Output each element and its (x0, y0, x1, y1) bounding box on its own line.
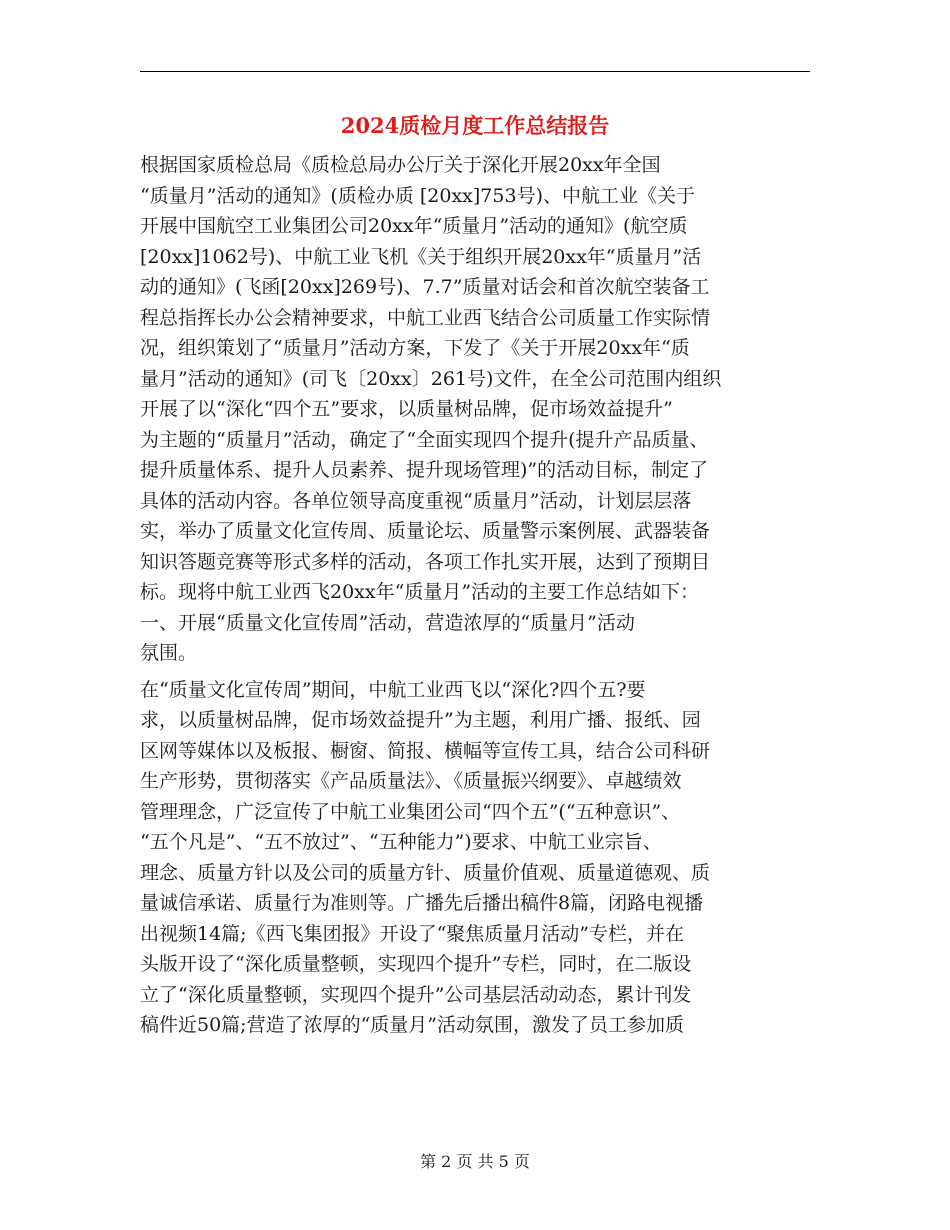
body-line: 况，组织策划了“质量月”活动方案，下发了《关于开展20xx年“质 (140, 337, 690, 359)
page-number-footer: 第 2 页 共 5 页 (420, 1152, 530, 1171)
body-line: 为主题的“质量月”活动，确定了“全面实现四个提升(提升产品质量、 (140, 428, 709, 451)
body-line: 具体的活动内容。各单位领导高度重视“质量月”活动，计划层层落 (140, 489, 692, 512)
body-line: 出视频14篇;《西飞集团报》开设了“聚焦质量月活动”专栏，并在 (140, 922, 685, 945)
body-line: 程总指挥长办公会精神要求，中航工业西飞结合公司质量工作实际情 (140, 306, 711, 329)
body-line: 一、开展“质量文化宣传周”活动，营造浓厚的“质量月”活动 (140, 611, 635, 634)
body-line: 量月”活动的通知》(司飞〔20xx〕261号)文件，在全公司范围内组织 (140, 367, 722, 390)
body-line: 理念、质量方针以及公司的质量方针、质量价值观、质量道德观、质 (140, 861, 711, 884)
body-line: 知识答题竞赛等形式多样的活动，各项工作扎实开展，达到了预期目 (140, 550, 711, 573)
body-line: 动的通知》(飞函[20xx]269号)、7.7”质量对话会和首次航空装备工 (140, 276, 710, 298)
body-line: 稿件近50篇;营造了浓厚的“质量月”活动氛围，激发了员工参加质 (140, 1014, 685, 1036)
body-line: 提升质量体系、提升人员素养、提升现场管理)”的活动目标，制定了 (140, 459, 709, 481)
body-line: 生产形势，贯彻落实《产品质量法》、《质量振兴纲要》、卓越绩效 (140, 770, 682, 792)
body-line: 氛围。 (140, 642, 198, 664)
body-line: 量诚信承诺、质量行为准则等。广播先后播出稿件8篇，闭路电视播 (140, 892, 704, 914)
document-title: 2024质检月度工作总结报告 (340, 113, 610, 138)
body-line: 根据国家质检总局《质检总局办公厅关于深化开展20xx年全国 (140, 154, 661, 176)
body-line: 求，以质量树品牌，促市场效益提升”为主题，利用广播、报纸、园 (140, 709, 701, 731)
body-line: 区网等媒体以及板报、橱窗、简报、横幅等宣传工具，结合公司科研 (140, 739, 711, 762)
body-line: 在“质量文化宣传周”期间，中航工业西飞以“深化?四个五?要 (140, 678, 646, 701)
body-line: 标。现将中航工业西飞20xx年“质量月”活动的主要工作总结如下： (140, 581, 700, 603)
body-line: 立了“深化质量整顿，实现四个提升”公司基层活动动态，累计刊发 (140, 983, 692, 1006)
body-line: 实，举办了质量文化宣传周、质量论坛、质量警示案例展、武器装备 (140, 520, 711, 542)
body-line: “五个凡是”、“五不放过”、“五种能力”)要求、中航工业宗旨、 (140, 831, 662, 853)
body-line: 管理理念，广泛宣传了中航工业集团公司“四个五”(“五种意识”、 (140, 800, 681, 823)
body-line: 头版开设了“深化质量整顿，实现四个提升”专栏，同时，在二版设 (140, 953, 692, 975)
body-line: 开展了以“深化“四个五”要求，以质量树品牌，促市场效益提升” (140, 398, 673, 420)
header-rule (140, 71, 810, 72)
body-line: [20xx]1062号)、中航工业飞机《关于组织开展20xx年“质量月”活 (140, 245, 702, 268)
body-line: 开展中国航空工业集团公司20xx年“质量月”活动的通知》(航空质 (140, 215, 688, 237)
body-line: “质量月”活动的通知》(质检办质 [20xx]753号)、中航工业《关于 (140, 184, 695, 207)
